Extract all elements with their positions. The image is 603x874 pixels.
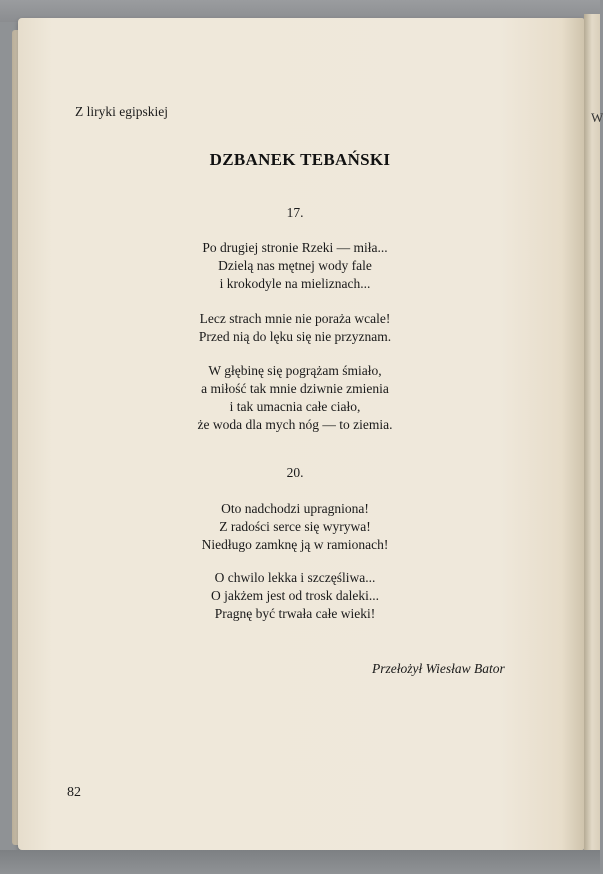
verse-line: O jakżem jest od trosk daleki...	[211, 588, 379, 603]
verse-line: i tak umacnia całe ciało,	[229, 399, 361, 414]
section-number: 20.	[286, 465, 304, 480]
verse-line: a miłość tak mnie dziwnie zmienia	[201, 381, 389, 396]
stanza	[0, 362, 590, 434]
verse-line: Lecz strach mnie nie poraża wcale!	[199, 311, 391, 326]
verse-line: Dzielą nas mętnej wody fale	[218, 258, 372, 273]
facing-page-edge	[584, 14, 603, 854]
stanza	[0, 500, 590, 554]
stanza	[0, 310, 590, 346]
verse-line: że woda dla mych nóg — to ziemia.	[197, 417, 393, 432]
verse-line: Po drugiej stronie Rzeki — miła...	[202, 240, 388, 255]
verse-line: Z radości serce się wyrywa!	[219, 519, 371, 534]
facing-page-fragment: W	[591, 110, 603, 125]
page-number: 82	[67, 785, 81, 800]
verse-line: O chwilo lekka i szczęśliwa...	[214, 570, 376, 585]
stanza	[0, 569, 590, 623]
running-head: Z liryki egipskiej	[75, 104, 168, 119]
translator-credit: Przełożył Wiesław Bator	[372, 661, 505, 676]
verse-line: Niedługo zamknę ją w ramionach!	[201, 537, 389, 552]
verse-line: W głębinę się pogrążam śmiało,	[208, 363, 382, 378]
verse-line: i krokodyle na mieliznach...	[219, 276, 371, 291]
bottom-shadow	[0, 850, 600, 874]
verse-line: Pragnę być trwała całe wieki!	[214, 606, 376, 621]
stanza	[0, 239, 590, 293]
verse-line: Przed nią do lęku się nie przyznam.	[198, 329, 392, 344]
section-number: 17.	[286, 205, 304, 220]
poem-title: DZBANEK TEBAŃSKI	[209, 150, 391, 169]
book-page	[18, 18, 584, 850]
verse-line: Oto nadchodzi upragniona!	[221, 501, 369, 516]
